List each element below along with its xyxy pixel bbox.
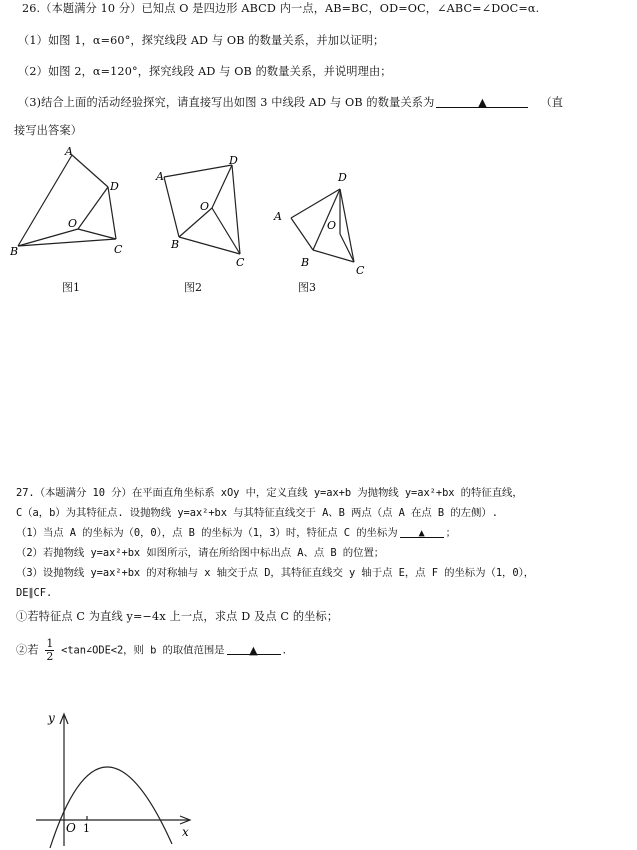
q27-subpart2-condition: <tan∠ODE<2，则 b 的取值范围是 bbox=[61, 644, 225, 657]
fig3-label-b: B bbox=[301, 256, 310, 269]
q26-part1: （1）如图 1，α=60°，探究线段 AD 与 OB 的数量关系，并加以证明； bbox=[18, 34, 385, 47]
q26-part3-text: （3)结合上面的活动经验探究，请直接写出如图 3 中线段 AD 与 OB 的数量关系为 bbox=[18, 96, 435, 109]
parabola-curve bbox=[50, 767, 172, 848]
q26-answer-blank bbox=[436, 96, 528, 108]
fig1-label-o: O bbox=[68, 217, 78, 230]
fig2-label-b: B bbox=[171, 238, 180, 251]
q27-subpart2-prefix: ②若 bbox=[16, 643, 39, 657]
triangle-marker: ▲ bbox=[478, 96, 487, 109]
figure-2 bbox=[150, 150, 260, 270]
q26-part3-suffix: （直 bbox=[540, 96, 564, 109]
fig1-label-a: A bbox=[65, 145, 73, 158]
fig3-label-c: C bbox=[356, 264, 365, 277]
fig3-label-d: D bbox=[338, 171, 347, 184]
fig2-label-d: D bbox=[229, 154, 238, 167]
figure-2-caption: 图2 bbox=[184, 281, 202, 294]
fig2-label-a: A bbox=[156, 170, 164, 183]
parabola-graph bbox=[30, 708, 200, 850]
triangle-marker: ▲ bbox=[249, 643, 258, 657]
fraction-denominator: 2 bbox=[46, 650, 54, 663]
fig3-label-a: A bbox=[274, 210, 282, 223]
q27-part1-answer-blank bbox=[400, 526, 444, 538]
q27-subpart1: ①若特征点 C 为直线 y=−4x 上一点，求点 D 及点 C 的坐标； bbox=[16, 610, 339, 623]
figure-3-caption: 图3 bbox=[298, 281, 316, 294]
q27-part2: （2）若抛物线 y=ax²+bx 如图所示，请在所给图中标出点 A、点 B 的位置； bbox=[16, 547, 385, 559]
q26-part3-continuation: 接写出答案） bbox=[14, 124, 83, 137]
triangle-marker: ▲ bbox=[418, 527, 425, 539]
fig2-label-c: C bbox=[236, 256, 245, 269]
q27-part1-text: （1）当点 A 的坐标为（0，0），点 B 的坐标为（1，3）时，特征点 C 的坐标为 bbox=[16, 527, 398, 539]
fig3-label-o: O bbox=[327, 219, 337, 232]
q26-header: 26.（本题满分 10 分）已知点 O 是四边形 ABCD 内一点，AB=BC，OD=OC，∠ABC=∠DOC=α. bbox=[22, 2, 540, 15]
figure-1-caption: 图1 bbox=[62, 281, 80, 294]
q27-line-2: C（a，b）为其特征点. 设抛物线 y=ax²+bx 与其特征直线交于 A、B 两点（点 A 在点 B 的左侧）. bbox=[16, 507, 498, 519]
q27-part1 bbox=[16, 526, 456, 540]
q26-part3 bbox=[18, 96, 563, 110]
q27-subpart2-end: . bbox=[282, 643, 287, 657]
q26-part2: （2）如图 2，α=120°，探究线段 AD 与 OB 的数量关系，并说明理由； bbox=[18, 65, 392, 78]
fig1-label-d: D bbox=[110, 180, 119, 193]
q27-header: 27.（本题满分 10 分）在平面直角坐标系 xOy 中，定义直线 y=ax+b 为抛物线 y=ax²+bx 的特征直线， bbox=[16, 487, 523, 499]
figure-3 bbox=[268, 165, 378, 280]
q27-subpart2 bbox=[16, 638, 286, 663]
x-tick-label-1: 1 bbox=[83, 822, 90, 835]
q27-subpart2-answer-blank bbox=[227, 643, 281, 655]
y-axis-label: y bbox=[48, 711, 55, 725]
fraction-one-half bbox=[45, 638, 54, 663]
fig1-label-b: B bbox=[10, 245, 19, 258]
q27-part3: （3）设抛物线 y=ax²+bx 的对称轴与 x 轴交于点 D，其特征直线交 y 轴于点 E，点 F 的坐标为（1，0）， bbox=[16, 567, 535, 579]
figure-1 bbox=[10, 145, 140, 265]
x-axis-label: x bbox=[182, 825, 189, 839]
fig2-label-o: O bbox=[200, 200, 210, 213]
origin-label: O bbox=[66, 821, 76, 835]
fraction-numerator: 1 bbox=[46, 637, 54, 650]
q27-part3-cont: DE∥CF. bbox=[16, 587, 53, 599]
fig1-label-c: C bbox=[114, 243, 123, 256]
q27-part1-suffix: ； bbox=[445, 527, 456, 539]
